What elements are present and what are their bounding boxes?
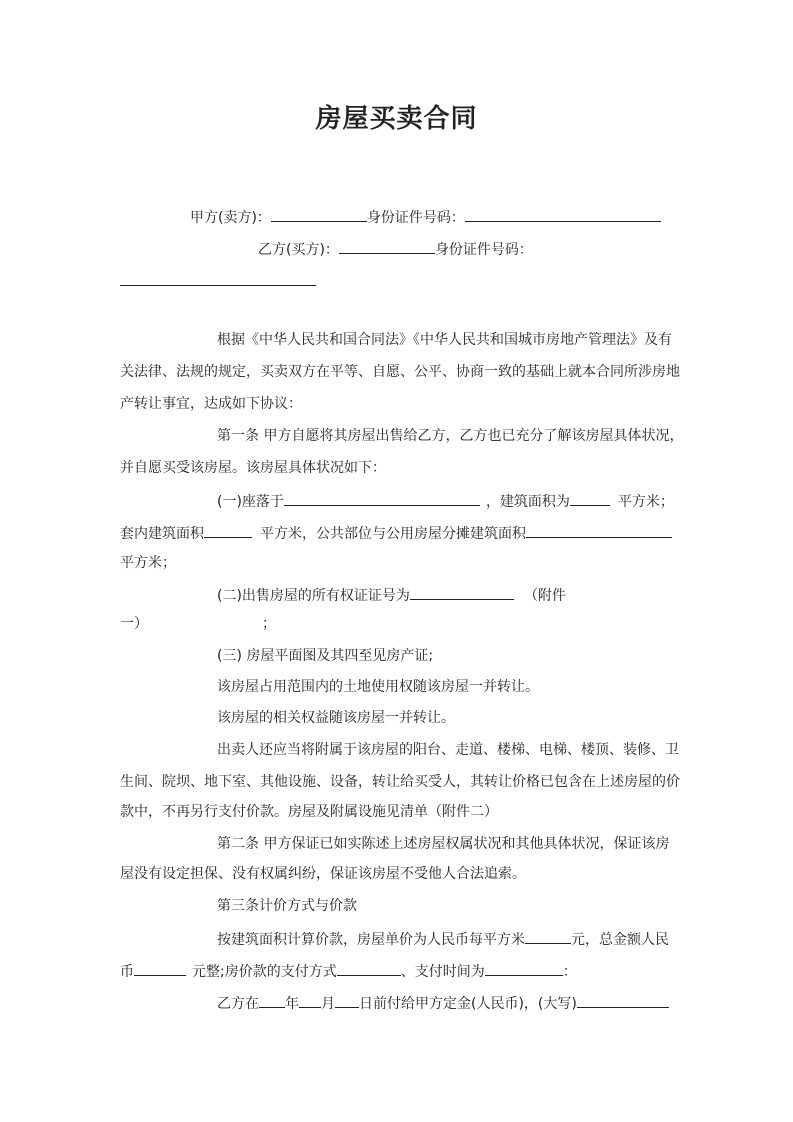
month-blank bbox=[299, 992, 321, 1008]
attachment-1-close: 一） bbox=[120, 616, 148, 632]
shared-area-blank bbox=[526, 522, 672, 538]
item-2-line bbox=[217, 584, 677, 606]
item-2-line-2 bbox=[120, 614, 676, 634]
intro-line-2: 关法律、法规的规定，买卖双方在平等、自愿、公平、协商一致的基础上就本合同所涉房地 bbox=[120, 364, 680, 380]
unit-price-label: 按建筑面积计算价款，房屋单价为人民币每平方米 bbox=[217, 932, 525, 948]
currency-label: 币 bbox=[120, 964, 134, 980]
buyer-id-line bbox=[120, 270, 676, 292]
year-label: 年 bbox=[285, 996, 299, 1012]
seller-line bbox=[190, 206, 670, 228]
article-1-line-2: 并自愿买受该房屋。该房屋具体状况如下： bbox=[120, 460, 386, 476]
item-3-line: (三) 房屋平面图及其四至见房产证; bbox=[217, 648, 434, 664]
buyer-id-label: 身份证件号码： bbox=[434, 242, 533, 258]
day-blank bbox=[335, 992, 359, 1008]
payment-method-blank bbox=[337, 960, 401, 976]
page-title: 房屋买卖合同 bbox=[315, 104, 478, 134]
price-line-1 bbox=[217, 928, 677, 950]
inner-area-label: 套内建筑面积 bbox=[120, 526, 204, 542]
attachment-1-open: （附件 bbox=[523, 588, 566, 604]
intro-line-1: 根据《中华人民共和国合同法》《中华人民共和国城市房地产管理法》及有 bbox=[217, 332, 672, 348]
price-line-end: ： bbox=[562, 964, 577, 980]
buyer-name-blank bbox=[339, 238, 435, 254]
intro-line-3: 产转让事宜，达成如下协议： bbox=[120, 396, 302, 412]
article-3-heading: 第三条计价方式与价款 bbox=[217, 898, 357, 914]
location-blank-2 bbox=[362, 490, 424, 506]
payment-time-blank bbox=[485, 960, 563, 976]
shared-area-label: 平方米，公共部位与公用房屋分摊建筑面积 bbox=[260, 526, 526, 542]
item-1-location-label: (一)座落于 bbox=[217, 494, 284, 510]
article-2-line-2: 屋没有设定担保、没有权属纠纷，保证该房屋不受他人合法追索。 bbox=[120, 866, 526, 882]
attachments-line-3: 款中，不再另行支付价款。房屋及附属设施见清单（附件二） bbox=[120, 804, 498, 820]
month-label: 月 bbox=[321, 996, 335, 1012]
article-1-line-1: 第一条 甲方自愿将其房屋出售给乙方，乙方也已充分了解该房屋具体状况， bbox=[217, 428, 684, 444]
seller-name-blank bbox=[271, 206, 367, 222]
location-blank-3 bbox=[424, 490, 480, 506]
attachments-line-2: 生间、院坝、地下室、其他设施、设备，转让给买受人，其转让价格已包含在上述房屋的价 bbox=[120, 774, 680, 790]
item-1-line-2 bbox=[120, 522, 676, 544]
inner-area-blank bbox=[204, 522, 252, 538]
buyer-line bbox=[258, 238, 678, 260]
rights-transfer-line: 该房屋的相关权益随该房屋一并转让。 bbox=[217, 710, 455, 726]
article-2-line-1: 第二条 甲方保证已如实陈述上述房屋权属状况和其他具体状况，保证该房 bbox=[217, 836, 670, 852]
certificate-label: (二)出售房屋的所有权证证号为 bbox=[217, 588, 410, 604]
seller-label: 甲方(卖方)： bbox=[190, 210, 271, 226]
payment-method-label: 元整;房价款的支付方式 bbox=[192, 964, 337, 980]
location-blank-1 bbox=[284, 490, 362, 506]
deposit-line bbox=[217, 992, 677, 1014]
deposit-amount-blank bbox=[577, 992, 669, 1008]
buyer-label: 乙方(买方)： bbox=[258, 242, 339, 258]
buyer-id-blank bbox=[120, 270, 316, 286]
item-2-end: ； bbox=[262, 616, 276, 632]
unit-price-blank bbox=[525, 928, 571, 944]
item-1-line-3: 平方米； bbox=[120, 555, 176, 571]
seller-id-label: 身份证件号码： bbox=[366, 210, 465, 226]
year-blank bbox=[259, 992, 285, 1008]
seller-id-blank bbox=[465, 206, 661, 222]
land-transfer-line: 该房屋占用范围内的土地使用权随该房屋一并转让。 bbox=[217, 679, 539, 695]
item-1-line bbox=[217, 490, 677, 512]
deposit-buyer-label: 乙方在 bbox=[217, 996, 259, 1012]
attachments-line-1: 出卖人还应当将附属于该房屋的阳台、走道、楼梯、电梯、楼顶、装修、卫 bbox=[217, 742, 679, 758]
certificate-blank bbox=[410, 584, 514, 600]
area-label: ，建筑面积为 bbox=[485, 494, 570, 510]
area-blank bbox=[570, 490, 610, 506]
price-line-2 bbox=[120, 960, 676, 982]
total-amount-blank bbox=[134, 960, 186, 976]
total-label: 元，总金额人民 bbox=[571, 932, 669, 948]
payment-time-label: 、支付时间为 bbox=[400, 964, 485, 980]
deposit-amount-label: 日前付给甲方定金(人民币)，(大写) bbox=[359, 996, 577, 1012]
area-unit: 平方米； bbox=[617, 494, 674, 510]
